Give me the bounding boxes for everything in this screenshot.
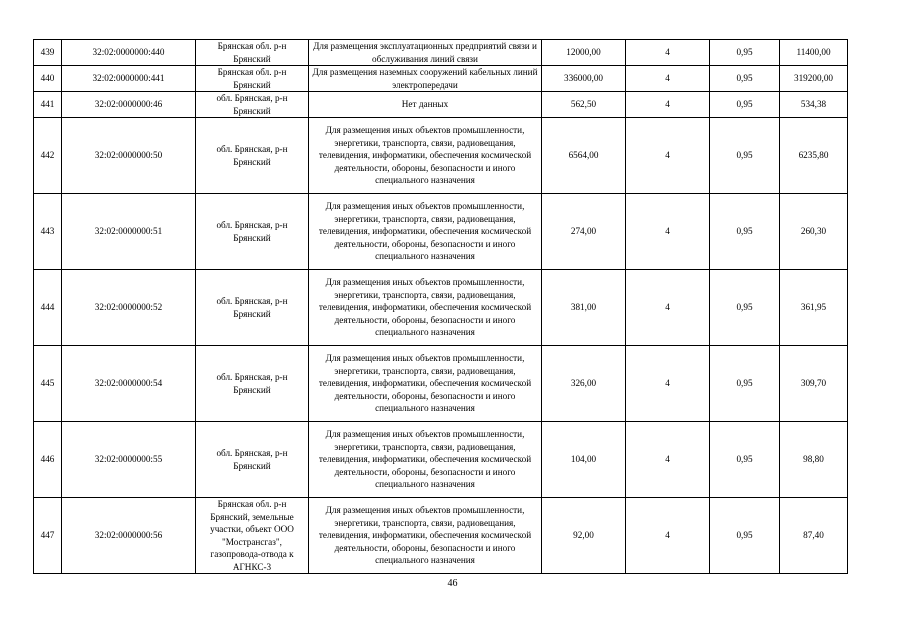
permitted-use-cell: Для размещения иных объектов промышленности, энергетики, транспорта, связи, радиовещания, телевидения, информатики, обеспечения космической деятельности, обороны, безопасности и иного специального назначения xyxy=(309,270,542,346)
permitted-use-cell: Для размещения иных объектов промышленности, энергетики, транспорта, связи, радиовещания, телевидения, информатики, обеспечения космической деятельности, обороны, безопасности и иного специального назначения xyxy=(309,118,542,194)
class-cell: 4 xyxy=(626,118,710,194)
coefficient-cell: 0,95 xyxy=(710,66,780,92)
cadastral-number-cell: 32:02:0000000:54 xyxy=(62,346,196,422)
row-number-cell: 445 xyxy=(34,346,62,422)
table-row xyxy=(34,92,848,118)
row-number-cell: 446 xyxy=(34,422,62,498)
class-cell: 4 xyxy=(626,270,710,346)
coefficient-cell: 0,95 xyxy=(710,498,780,574)
cadastral-number-cell: 32:02:0000000:50 xyxy=(62,118,196,194)
cadastral-number-cell: 32:02:0000000:441 xyxy=(62,66,196,92)
page-number: 46 xyxy=(447,578,458,589)
table-row xyxy=(34,40,848,66)
value-cell: 11400,00 xyxy=(780,40,848,66)
value-cell: 260,30 xyxy=(780,194,848,270)
location-cell: обл. Брянская, р-н Брянский xyxy=(196,92,309,118)
area-cell: 336000,00 xyxy=(542,66,626,92)
coefficient-cell: 0,95 xyxy=(710,118,780,194)
class-cell: 4 xyxy=(626,346,710,422)
location-cell: Брянская обл. р-н Брянский xyxy=(196,40,309,66)
table-row xyxy=(34,66,848,92)
area-cell: 381,00 xyxy=(542,270,626,346)
table-row xyxy=(34,422,848,498)
cadastral-number-cell: 32:02:0000000:440 xyxy=(62,40,196,66)
area-cell: 12000,00 xyxy=(542,40,626,66)
area-cell: 104,00 xyxy=(542,422,626,498)
location-cell: обл. Брянская, р-н Брянский xyxy=(196,422,309,498)
value-cell: 361,95 xyxy=(780,270,848,346)
cadastral-number-cell: 32:02:0000000:52 xyxy=(62,270,196,346)
permitted-use-cell: Для размещения иных объектов промышленности, энергетики, транспорта, связи, радиовещания, телевидения, информатики, обеспечения космической деятельности, обороны, безопасности и иного специального назначения xyxy=(309,422,542,498)
coefficient-cell: 0,95 xyxy=(710,422,780,498)
location-cell: Брянская обл. р-н Брянский, земельные участки, объект ООО "Мострансгаз", газопровода-отвода к АГНКС-3 xyxy=(196,498,309,574)
class-cell: 4 xyxy=(626,498,710,574)
coefficient-cell: 0,95 xyxy=(710,92,780,118)
row-number-cell: 444 xyxy=(34,270,62,346)
value-cell: 534,38 xyxy=(780,92,848,118)
class-cell: 4 xyxy=(626,92,710,118)
cadastral-number-cell: 32:02:0000000:51 xyxy=(62,194,196,270)
permitted-use-cell: Нет данных xyxy=(309,92,542,118)
permitted-use-cell: Для размещения наземных сооружений кабельных линий электропередачи xyxy=(309,66,542,92)
coefficient-cell: 0,95 xyxy=(710,40,780,66)
coefficient-cell: 0,95 xyxy=(710,194,780,270)
row-number-cell: 447 xyxy=(34,498,62,574)
permitted-use-cell: Для размещения иных объектов промышленности, энергетики, транспорта, связи, радиовещания, телевидения, информатики, обеспечения космической деятельности, обороны, безопасности и иного специального назначения xyxy=(309,194,542,270)
location-cell: обл. Брянская, р-н Брянский xyxy=(196,194,309,270)
area-cell: 274,00 xyxy=(542,194,626,270)
cadastral-number-cell: 32:02:0000000:46 xyxy=(62,92,196,118)
location-cell: Брянская обл. р-н Брянский xyxy=(196,66,309,92)
area-cell: 92,00 xyxy=(542,498,626,574)
coefficient-cell: 0,95 xyxy=(710,270,780,346)
row-number-cell: 443 xyxy=(34,194,62,270)
value-cell: 98,80 xyxy=(780,422,848,498)
coefficient-cell: 0,95 xyxy=(710,346,780,422)
table-row xyxy=(34,346,848,422)
class-cell: 4 xyxy=(626,194,710,270)
table-row xyxy=(34,118,848,194)
value-cell: 319200,00 xyxy=(780,66,848,92)
permitted-use-cell: Для размещения эксплуатационных предприятий связи и обслуживания линий связи xyxy=(309,40,542,66)
row-number-cell: 440 xyxy=(34,66,62,92)
class-cell: 4 xyxy=(626,40,710,66)
area-cell: 6564,00 xyxy=(542,118,626,194)
class-cell: 4 xyxy=(626,66,710,92)
class-cell: 4 xyxy=(626,422,710,498)
value-cell: 87,40 xyxy=(780,498,848,574)
permitted-use-cell: Для размещения иных объектов промышленности, энергетики, транспорта, связи, радиовещания, телевидения, информатики, обеспечения космической деятельности, обороны, безопасности и иного специального назначения xyxy=(309,346,542,422)
area-cell: 326,00 xyxy=(542,346,626,422)
row-number-cell: 439 xyxy=(34,40,62,66)
location-cell: обл. Брянская, р-н Брянский xyxy=(196,346,309,422)
value-cell: 309,70 xyxy=(780,346,848,422)
land-plots-table xyxy=(33,39,848,574)
table-row xyxy=(34,498,848,574)
table-row xyxy=(34,194,848,270)
value-cell: 6235,80 xyxy=(780,118,848,194)
cadastral-number-cell: 32:02:0000000:56 xyxy=(62,498,196,574)
permitted-use-cell: Для размещения иных объектов промышленности, энергетики, транспорта, связи, радиовещания, телевидения, информатики, обеспечения космической деятельности, обороны, безопасности и иного специального назначения xyxy=(309,498,542,574)
location-cell: обл. Брянская, р-н Брянский xyxy=(196,118,309,194)
area-cell: 562,50 xyxy=(542,92,626,118)
row-number-cell: 442 xyxy=(34,118,62,194)
cadastral-number-cell: 32:02:0000000:55 xyxy=(62,422,196,498)
location-cell: обл. Брянская, р-н Брянский xyxy=(196,270,309,346)
table-row xyxy=(34,270,848,346)
row-number-cell: 441 xyxy=(34,92,62,118)
